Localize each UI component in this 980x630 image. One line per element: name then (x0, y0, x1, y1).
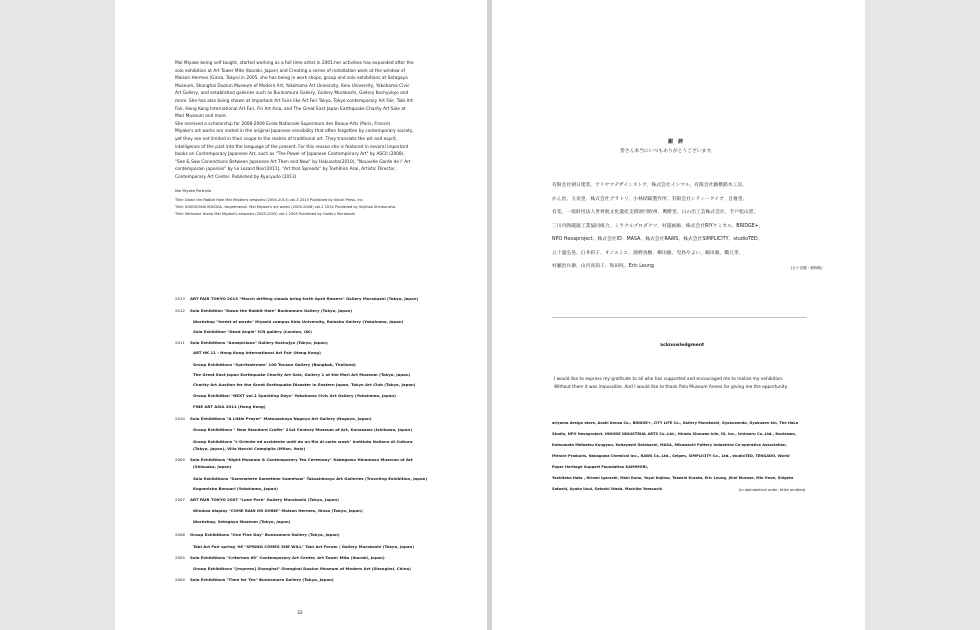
jp-thanks-line: NPO Hexaproject、株式会社ID、MASA、株式会社RAWS、株式会社SIMPLICITY、studioTED、 (552, 237, 763, 242)
section-divider (552, 317, 807, 318)
bio-line: yet they are not limited in their scope to the realms of traditional art. They translate the wit and esprit, (175, 136, 398, 142)
bio-line: intelligence of the past into the language of the present. For this reason she is featured in several important (175, 144, 409, 150)
exhibition-entry: Tobi Art Fair spring '06 "SPRING COMES SHE WILL" Tobi Art Forum / Gallery Murakoshi (Tokyo, Japan) (193, 544, 415, 549)
exhibition-entry: Solo Exhibitions "Time for Tea" Bunkamura Gallery (Tokyo, Japan) (190, 577, 334, 582)
exhibition-entry: Window display "COME RAIN OR SHINE" Maison Hermes, Ginza (Tokyo, Japan) (193, 508, 363, 513)
bio-line: Miyake's art works are rooted in the original Japanese sensibility that often forgotten by contemporary society, (175, 129, 414, 135)
jp-thanks-line: かん治、玉泉堂、株式会社グラトリ、小林硝鎚製作所、有限会社シティークイブ、自養堂、 (552, 196, 748, 202)
en-thanks-line: Without them it was impossible. And I would like to thank Pola Museum Annex for giving me the opportunity. (554, 385, 788, 390)
exhibition-year: 2007 (175, 497, 185, 502)
exhibition-year: 2010 (175, 416, 185, 421)
page-number: 32 (297, 611, 303, 616)
exhibition-entry: Group Exhibition "NEXT vol.1 Sparkling Days" Yokohama Civic Art Gallery (Yokohama, Japan) (193, 393, 396, 398)
exhibition-entry: Solo Exhibitions "Somewhere Sometime Somehow" Takashimaya Art Galleries (Traveling Exhibition, Japan) (193, 476, 428, 481)
en-order-note: (in alphabetical order, titles omitted) (739, 488, 806, 492)
exhibition-entry: Group Exhibitions "[express] Shanghai" Shanghai Duolun Museum of Modern Art (Shanghai, China) (193, 566, 411, 571)
en-sponsor-line: Miracle Products, Nakagawa Chemical Inc., RAWS Co.,Ltd., Seigen, SIMPLICITY Co., Ltd., studioTED, TENGADO, World (552, 454, 790, 458)
exhibition-entry: Solo Exhibitions "A Little Prayer" Matsuzakaya Nagoya Art Gallery (Nagoya, Japan) (190, 416, 372, 421)
exhibition-year: 2009 (175, 457, 185, 462)
bio-line: Museum, Shanghai Duolun Museum of Modern Art, Yokohama Art University, Keio University, Yokohama Civic (175, 83, 410, 89)
exhibition-entry: FINE ART ASIA 2011 (Hong Kong) (193, 404, 266, 409)
jp-acknowledgment-heading: 謝 辞 (668, 139, 684, 145)
en-acknowledgment-heading: acknowledgment (660, 343, 705, 348)
bio-line: more. She has also being shown at important Art Fairs like Art Fair Tokyo, Tokyo contemporary Art Fair, Tobi Art (175, 98, 413, 104)
bio-line: Art Gallery, and established galleries such as Bunkamura Gallery, Gallery Murakoshi, Gallery Kochyukyo and (175, 91, 409, 97)
en-sponsor-line: Katsumata Meibotsu Kougyou, Kobayashi Galabachi, MASA, Mikawachi Pottery Industries Co-operative Association, (552, 443, 787, 447)
exhibition-entry: Charity Art Auction for the Great Earthquake Disaster in Eastern Japan, Tokyo Art Club (Tokyo, Japan) (193, 382, 416, 387)
left-page (115, 0, 487, 630)
en-sponsor-line: Paper Heritage Support Foundation KAMIMORI, (552, 465, 649, 469)
exhibition-entry: Solo Exhibitions "Criterium 65" Contemporary Art Center, Art Tower Mito (Ibaraki, Japan) (190, 555, 385, 560)
jp-thanks-line: 三川内陶磁器工業協同組合、ミラクルプロダクツ、村越画廊、株式会社RIYケミカル、BRIDGE+、 (552, 223, 764, 229)
bio-line: solo exhibition at Art Tower Mito (Ibaraki, Japan) and Creating a series of installation work at the window of (175, 68, 406, 74)
jp-thanks-line: 有変、一般財団法人世界航文化遺産支援財団欧州、輿酔堂、日の出工芸株式会社、手戸松山窯、 (552, 210, 759, 215)
exhibition-entry: ART FAIR TOKYO 2007 "Lune Park" Gallery Murakoshi (Tokyo, Japan) (190, 497, 339, 502)
bio-line: Mai Miyake being self taught, started working as a full time artist in 2001.her activities has expanded after the (175, 61, 414, 66)
bio-line: Maison Hermes (Ginza, Tokyo) in 2005, she has being in work shops, group and solo exhibitions at Setagaya (175, 76, 408, 82)
exhibition-year: 2011 (175, 340, 185, 345)
en-sponsor-line: Yoshitaka Hata , Hiromi Igarashi, Maki Kano, Yayoi Kojima, Takeshi Kurata, Eric Leung, Jihei Murase, Mie Onoe, Shigeta (552, 476, 794, 480)
portfolio-heading: Mai Miyake Portfolio (175, 189, 211, 193)
exhibition-entry: Workshop, Setagaya Museum (Tokyo, Japan) (193, 519, 291, 524)
exhibition-entry: Group Exhibitions "L'Oriente ed occidente uniti da un filo di corte wash" Instituto Italiano di Cultura (193, 439, 413, 444)
en-sponsor-line: Studio, NPO Hexaproject, HINODE INDUSTRIAL ARTS Co.,Ltd., Hirado Shouzan kiln, ID, Inc., Ishimaru Co.,Ltd., Kanisawa, (552, 432, 797, 436)
portfolio-item: Title: Welcome Home Mai Miyake's artworks (2003-2005) vol.1 2005 Published by Gallery Murakoshi (175, 212, 356, 216)
en-thanks-line: I would like to express my gratitude to all who has supported and encouraged me to realize my exhibition. (554, 377, 784, 382)
en-sponsor-line: ariyama design store, Asahi Kenso Co., BRIDGE+, CITY LIFE Co., Gallery Murakoshi, Gyokusendo, Gyokusen kin, The HaLo (552, 421, 799, 425)
bio-line: She received a scholarship for 2008-2009 Ecole Nationale Superieure des Beaux-Arts (Paris, France) (175, 121, 391, 127)
bio-line: contemporain japonais" by Le Lezard Noir(2011), "Art that Spreads" by Toshihiro Asai, Artistic Director, (175, 167, 397, 173)
right-page (492, 0, 865, 630)
exhibition-year: 2005 (175, 555, 185, 560)
portfolio-item: Title: KOKOZOKAI KOKOKA -forgetmenot- Mai Miyake's art works (2005-2008) vol.2 2010 Published by Seijinsa Shinbunsha, (175, 205, 397, 209)
exhibition-entry: Solo Exhibitions "Anaspicious" Gallery Kochujyo (Tokyo, Japan) (190, 340, 328, 345)
en-sponsor-line: Satoshi, Ayako Usui, Satoshi Wada, Machiko Yamauchi (552, 487, 663, 491)
exhibition-year: 2006 (175, 532, 185, 537)
exhibition-entry: Group Exhibitions " New Standard Crafts" 21st Century Museum of Art, Kanazawa (Ishikawa, Japan) (193, 427, 412, 432)
portfolio-item: Title: Down the Rabbit Hole Mai Miyake's artworks (2004-2013) vol.3 2013 Published by Kizuki Press, Inc (175, 198, 363, 202)
exhibition-year: 2004 (175, 577, 185, 582)
exhibition-entry: Workshop "forest of words" Hiyoshi campus Keio University, Raiosha Gallery (Yokohama, Japan) (193, 319, 404, 324)
exhibition-entry: Solo Exhibition "Down the Rabbit Hole" Bunkamura Gallery (Tokyo, Japan) (190, 308, 353, 313)
exhibition-year: 2013 (175, 296, 185, 301)
jp-thanks-line: 村瀬治兵衛、山内真知子、和田咲、Eric Leung (552, 264, 654, 269)
biography-text (175, 60, 430, 182)
exhibition-entry: ART FAIR TOKYO 2013 "March drifting clouds bring forth April flowers" Gallery Murakoshi (Tokyo, Japan) (190, 296, 419, 301)
jp-thanks-line: 五十嵐弘晃、臼井彩子、オノエミエ、鹿野真樹、柳田慶、児島やよい、鶴田毅、橋元孝、 (552, 250, 744, 256)
bio-line: Contemporary Art Center. Published by Kyuryudo (2013) (175, 174, 297, 180)
bio-line: "See & Saw Connections Between Japanese Art Then and Now" by Hakuosha(2010), "Nouvelle Garde de l' Art (175, 159, 411, 165)
exhibition-entry: Kagamicho Banuari (Yokohama, Japan) (193, 486, 278, 491)
exhibition-entry: Group Exhibitions "Spiritsstream" 100 Tonson Gallery (Bangkok, Thailand) (193, 362, 356, 367)
exhibition-entry: (Shizuoka, Japan) (193, 464, 232, 469)
exhibition-entry: (Tokyo, Japan), Villa Necchi Campiglio (Milan, Italy) (193, 446, 306, 451)
bio-line: books on Contemporary Japanese Art, such as "The Power of Japanese Contemporary Art" by ASCII (2008), (175, 152, 405, 158)
jp-order-note: (五十音順・敬称略) (791, 266, 823, 270)
exhibition-entry: Solo Exhibitions "Night Museum & Contemporary Tea Ceremony" Kabegawa Hinamasu Museum of Art (190, 457, 413, 462)
jp-thanks-line: 有限会社朝日建装、アリヤマデザインストア、株式会社イシマル、有限会社藤横銘木工房、 (552, 183, 747, 188)
jp-greeting: 皆さん本当にいつもありがとうございます。 (620, 149, 716, 154)
exhibition-entry: ART HK 11 : Hong Kong International Art Fair (Hong Kong) (193, 350, 321, 355)
bio-line: Mori Museum and more. (175, 114, 228, 120)
exhibition-year: 2012 (175, 308, 185, 313)
bio-line: Fair, Hong Kong International Art Fair, Fin Art Asia, and The Great East Japan Earthquake Charity Art Sale at (175, 106, 406, 112)
exhibition-entry: The Great East Japan Earthquake Charity Art Sale, Gallery 1 at the Mori Art Museum (Tokyo, Japan) (193, 372, 411, 377)
exhibition-entry: Solo Exhibition "Dead Angle" ICN gallery (London, UK) (193, 329, 312, 334)
exhibition-entry: Group Exhibitions "One Fine Day" Bunkamura Gallery (Tokyo, Japan) (190, 532, 340, 537)
